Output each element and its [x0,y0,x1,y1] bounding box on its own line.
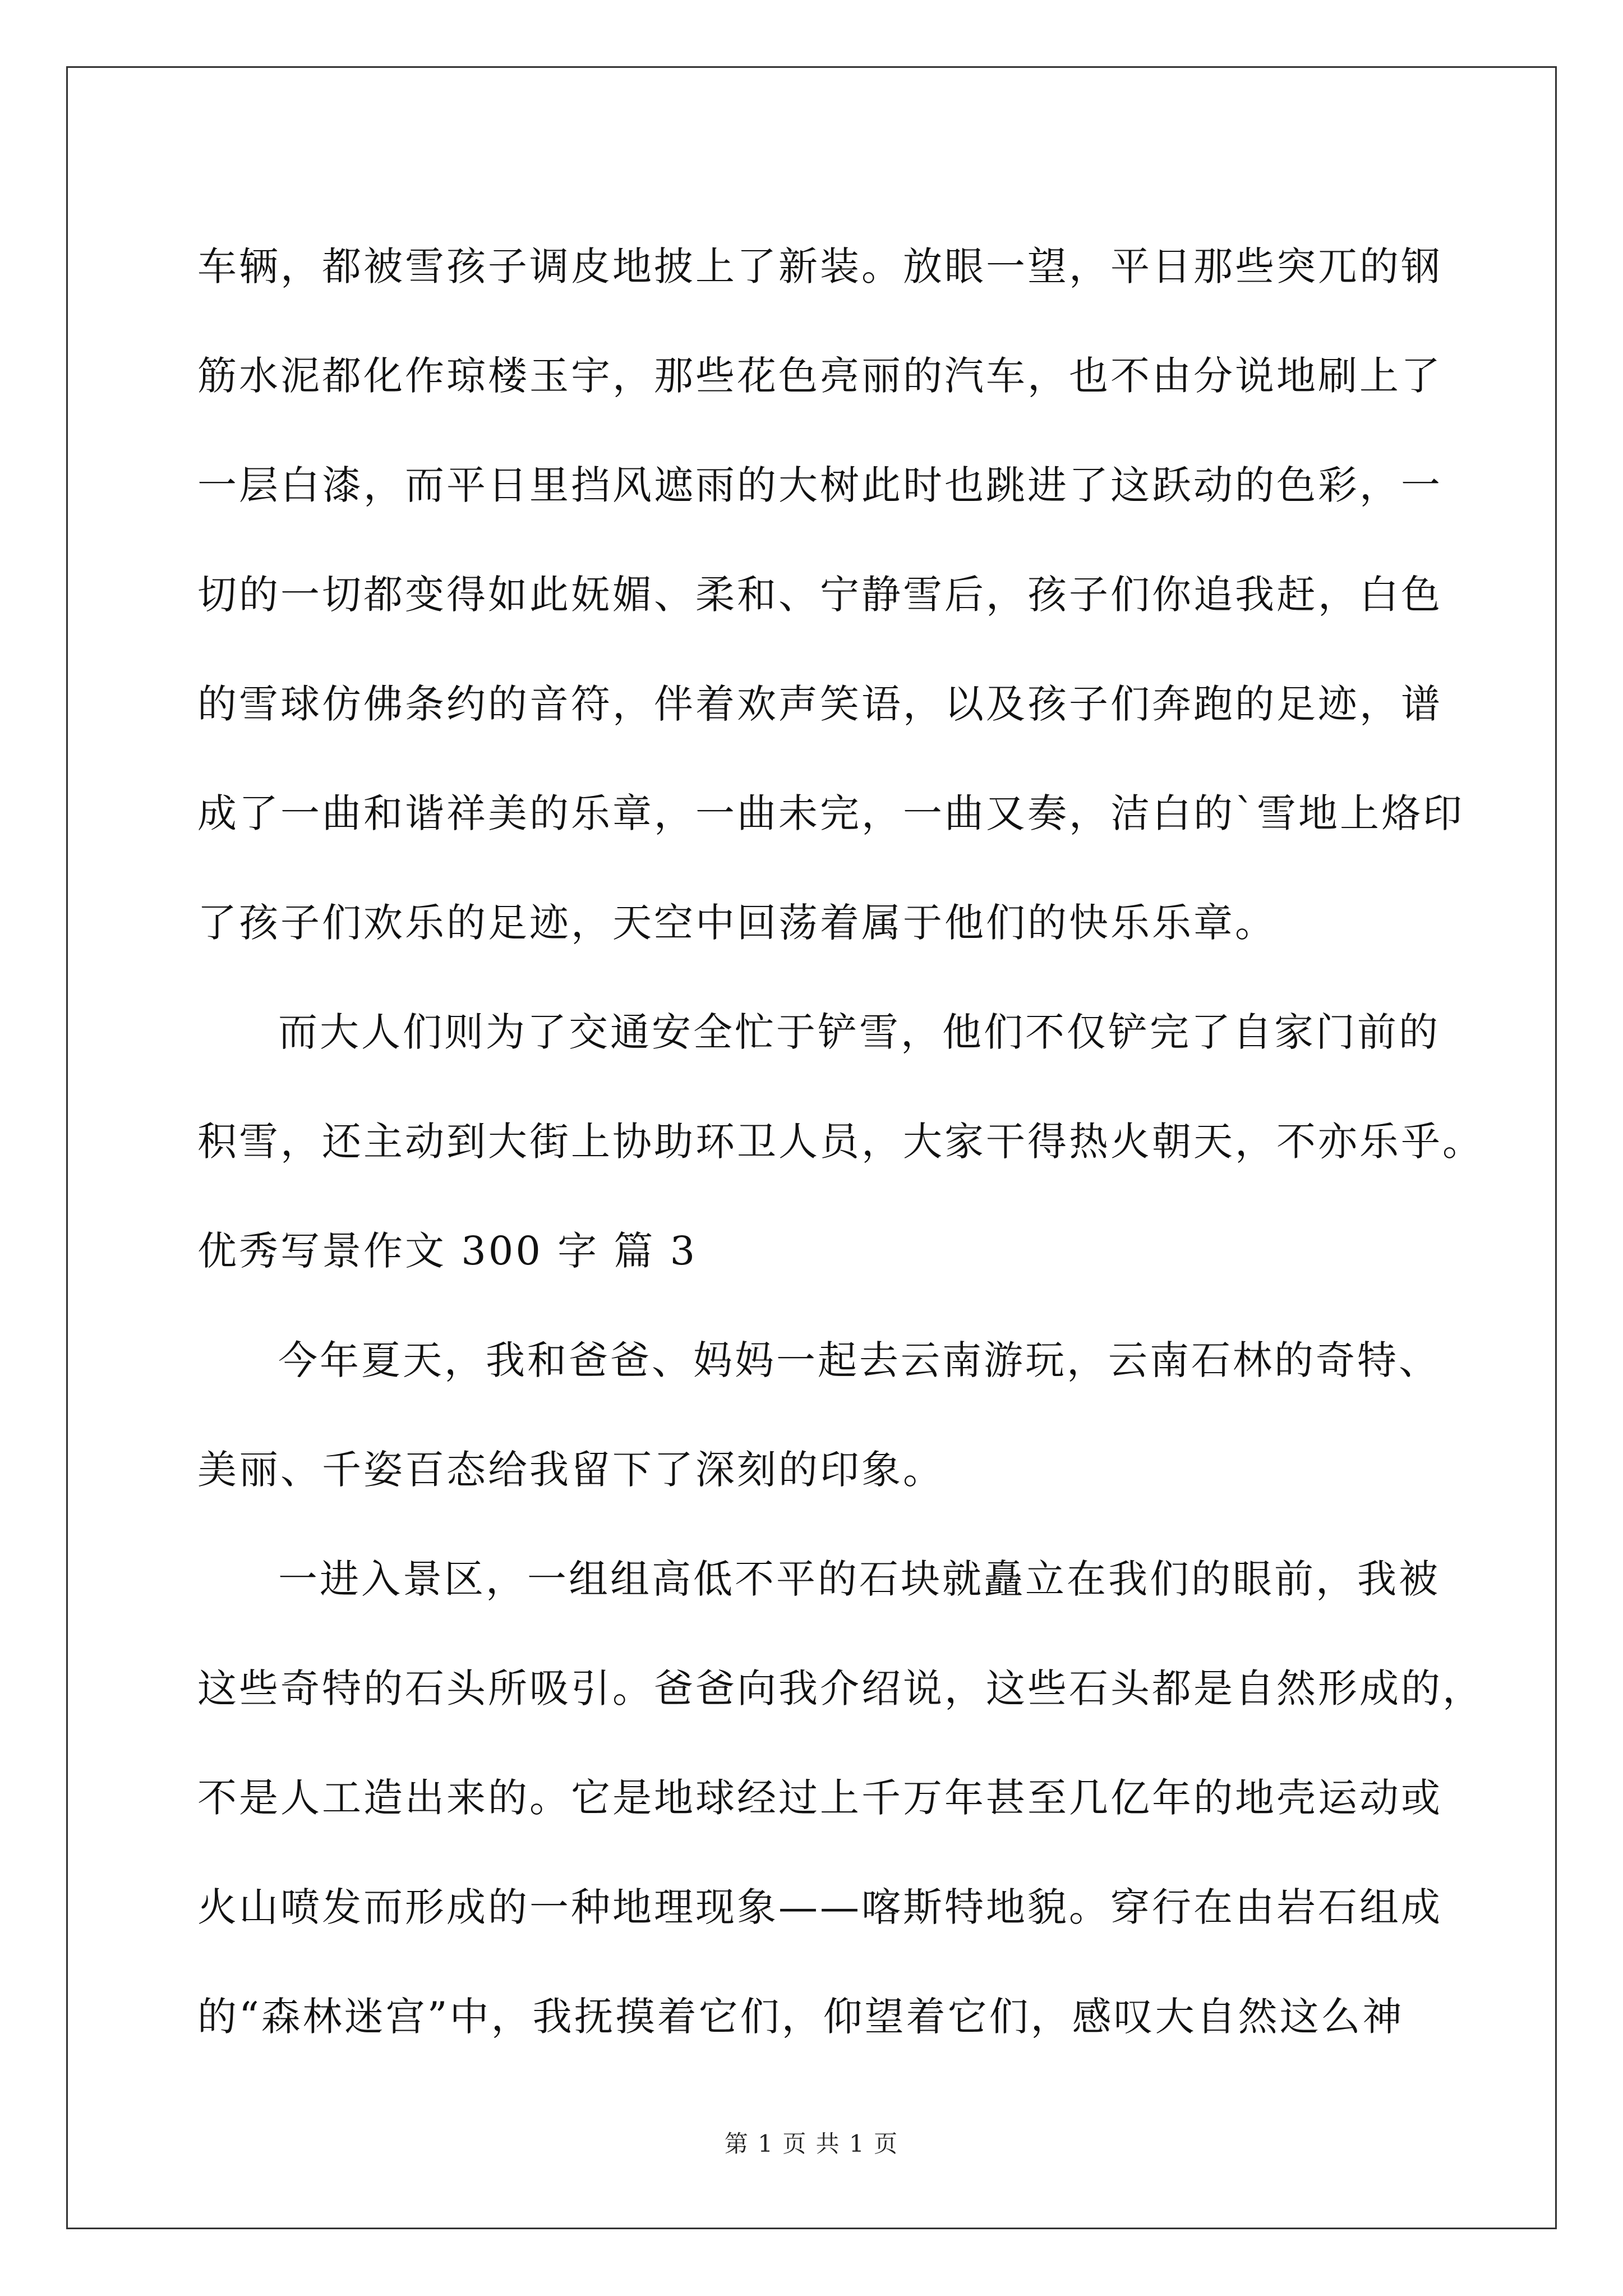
section-heading: 优秀写景作文 300 字 篇 3 [197,1228,698,1274]
text-line: 这些奇特的石头所吸引。爸爸向我介绍说，这些石头都是自然形成的， [197,1665,1484,1711]
paragraph-start-line: 一进入景区，一组组高低不平的石块就矗立在我们的眼前，我被 [278,1556,1440,1602]
text-line: 了孩子们欢乐的足迹，天空中回荡着属于他们的快乐乐章。 [197,900,1276,946]
text-line: 一层白漆，而平日里挡风遮雨的大树此时也跳进了这跃动的色彩，一 [197,462,1442,508]
text-line: 车辆，都被雪孩子调皮地披上了新装。放眼一望，平日那些突兀的钢 [197,243,1442,289]
text-line: 不是人工造出来的。它是地球经过上千万年甚至几亿年的地壳运动或 [197,1775,1442,1821]
document-body [197,212,1484,2072]
text-line: 筋水泥都化作琼楼玉宇，那些花色亮丽的汽车，也不由分说地刷上了 [197,353,1442,399]
text-line: 积雪，还主动到大街上协助环卫人员，大家干得热火朝天，不亦乐乎。 [197,1119,1484,1165]
text-line: 火山喷发而形成的一种地理现象——喀斯特地貌。穿行在由岩石组成 [197,1884,1442,1930]
paragraph-start-line: 今年夏天，我和爸爸、妈妈一起去云南游玩，云南石林的奇特、 [278,1337,1440,1383]
paragraph-start-line: 而大人们则为了交通安全忙于铲雪，他们不仅铲完了自家门前的 [278,1009,1440,1055]
text-line: 美丽、千姿百态给我留下了深刻的印象。 [197,1447,944,1493]
text-line: 切的一切都变得如此妩媚、柔和、宁静雪后，孩子们你追我赶，白色 [197,572,1442,618]
text-line: 的“森林迷宫”中，我抚摸着它们，仰望着它们，感叹大自然这么神 [197,1994,1404,2040]
text-line: 成了一曲和谐祥美的乐章，一曲未完，一曲又奏，洁白的`雪地上烙印 [197,790,1464,836]
text-line: 的雪球仿佛条约的音符，伴着欢声笑语，以及孩子们奔跑的足迹，谱 [197,681,1442,727]
page-number-footer: 第 1 页 共 1 页 [724,2130,899,2157]
